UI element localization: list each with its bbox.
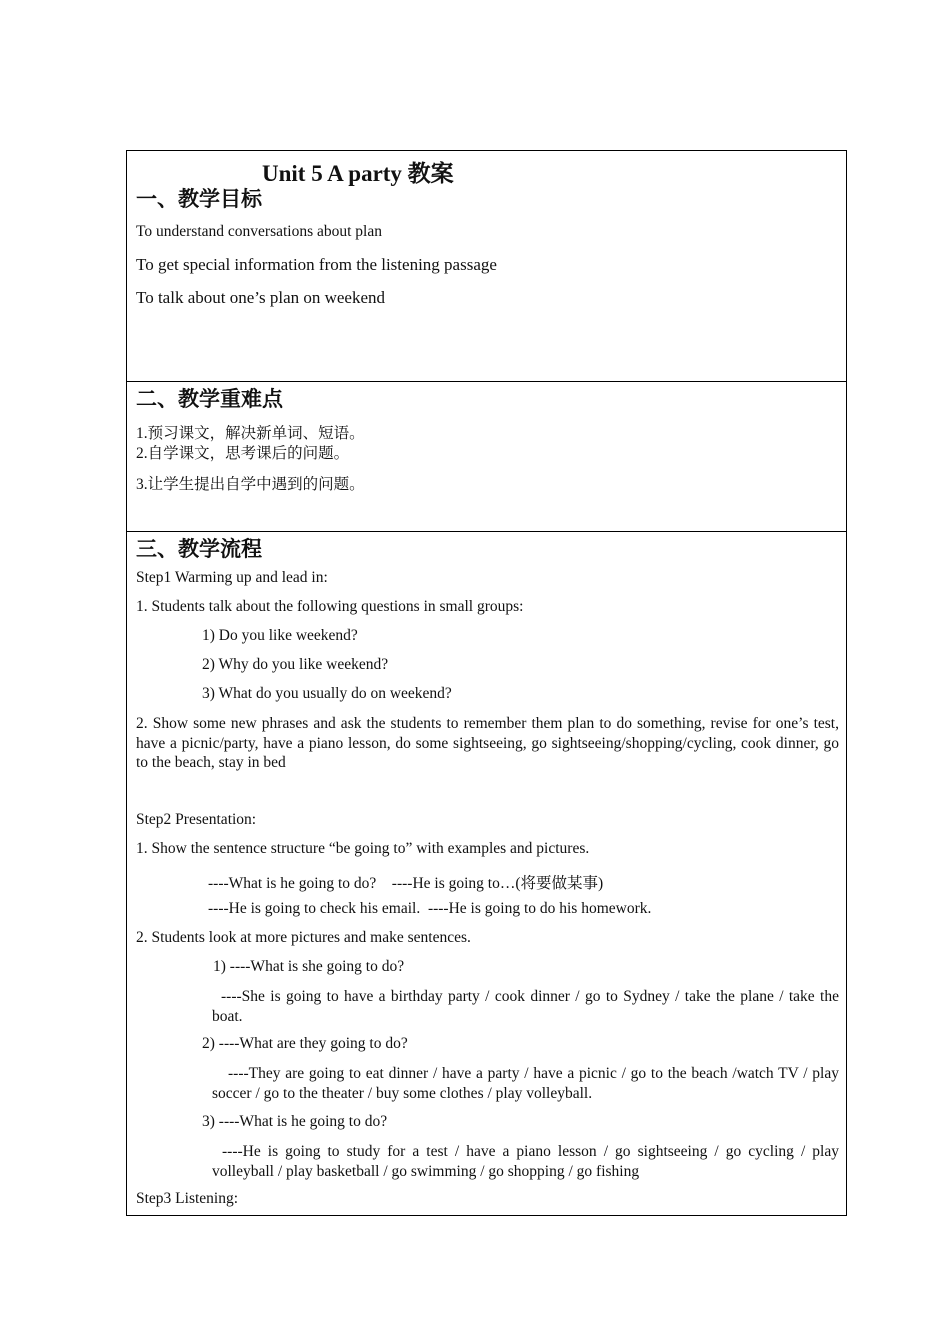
lesson-plan-table	[126, 150, 847, 1216]
step1-phrases-paragraph: 2. Show some new phrases and ask the students to remember them plan to do something, revise for one’s test, have a picnic/party, have a piano lesson, do some sightseeing, go sightseeing/shopping/cycling, cook dinner, go to the beach, stay in bed	[136, 715, 839, 771]
key-point-line: 1.预习课文，解决新单词、短语。	[136, 425, 365, 442]
step3-title: Step3 Listening:	[136, 1190, 239, 1207]
step2-item: 2. Students look at more pictures and make sentences.	[136, 929, 471, 946]
section-objectives	[127, 151, 846, 382]
section-teaching-process	[127, 531, 846, 1217]
step1-title: Step1 Warming up and lead in:	[136, 569, 328, 586]
section-1-heading: 一、教学目标	[136, 187, 262, 211]
practice-question: 2) ----What are they going to do?	[202, 1035, 408, 1052]
key-point-line: 2.自学课文，思考课后的问题。	[136, 445, 350, 462]
practice-answer: ----She is going to have a birthday party / cook dinner / go to Sydney / take the plane / take the boat.	[212, 988, 839, 1025]
section-3-heading: 三、教学流程	[136, 537, 262, 561]
question-line: 2) Why do you like weekend?	[202, 656, 389, 673]
practice-question: 3) ----What is he going to do?	[202, 1113, 388, 1130]
example-line: ----What is he going to do? ----He is going to…(将要做某事)	[208, 875, 604, 892]
practice-answer: ----He is going to study for a test / have a piano lesson / go sightseeing / go cycling / play volleyball / play basketball / go swimming / go shopping / go fishing	[212, 1143, 839, 1180]
section-key-points	[127, 381, 846, 532]
document-title: Unit 5 A party 教案	[262, 161, 454, 186]
question-line: 3) What do you usually do on weekend?	[202, 685, 452, 702]
step1-item: 1. Students talk about the following questions in small groups:	[136, 598, 524, 615]
objective-line: To talk about one’s plan on weekend	[136, 288, 386, 307]
question-line: 1) Do you like weekend?	[202, 627, 358, 644]
section-2-heading: 二、教学重难点	[136, 387, 283, 411]
key-point-line: 3.让学生提出自学中遇到的问题。	[136, 476, 365, 493]
step2-item: 1. Show the sentence structure “be going to” with examples and pictures.	[136, 840, 590, 857]
step2-title: Step2 Presentation:	[136, 811, 257, 828]
objective-line: To understand conversations about plan	[136, 223, 382, 240]
example-line: ----He is going to check his email. ----He is going to do his homework.	[208, 900, 652, 917]
practice-answer: ----They are going to eat dinner / have a party / have a picnic / go to the beach /watch TV / play soccer / go to the theater / buy some clothes / play volleyball.	[212, 1065, 839, 1102]
practice-question: 1) ----What is she going to do?	[213, 958, 405, 975]
objective-line: To get special information from the listening passage	[136, 255, 497, 274]
